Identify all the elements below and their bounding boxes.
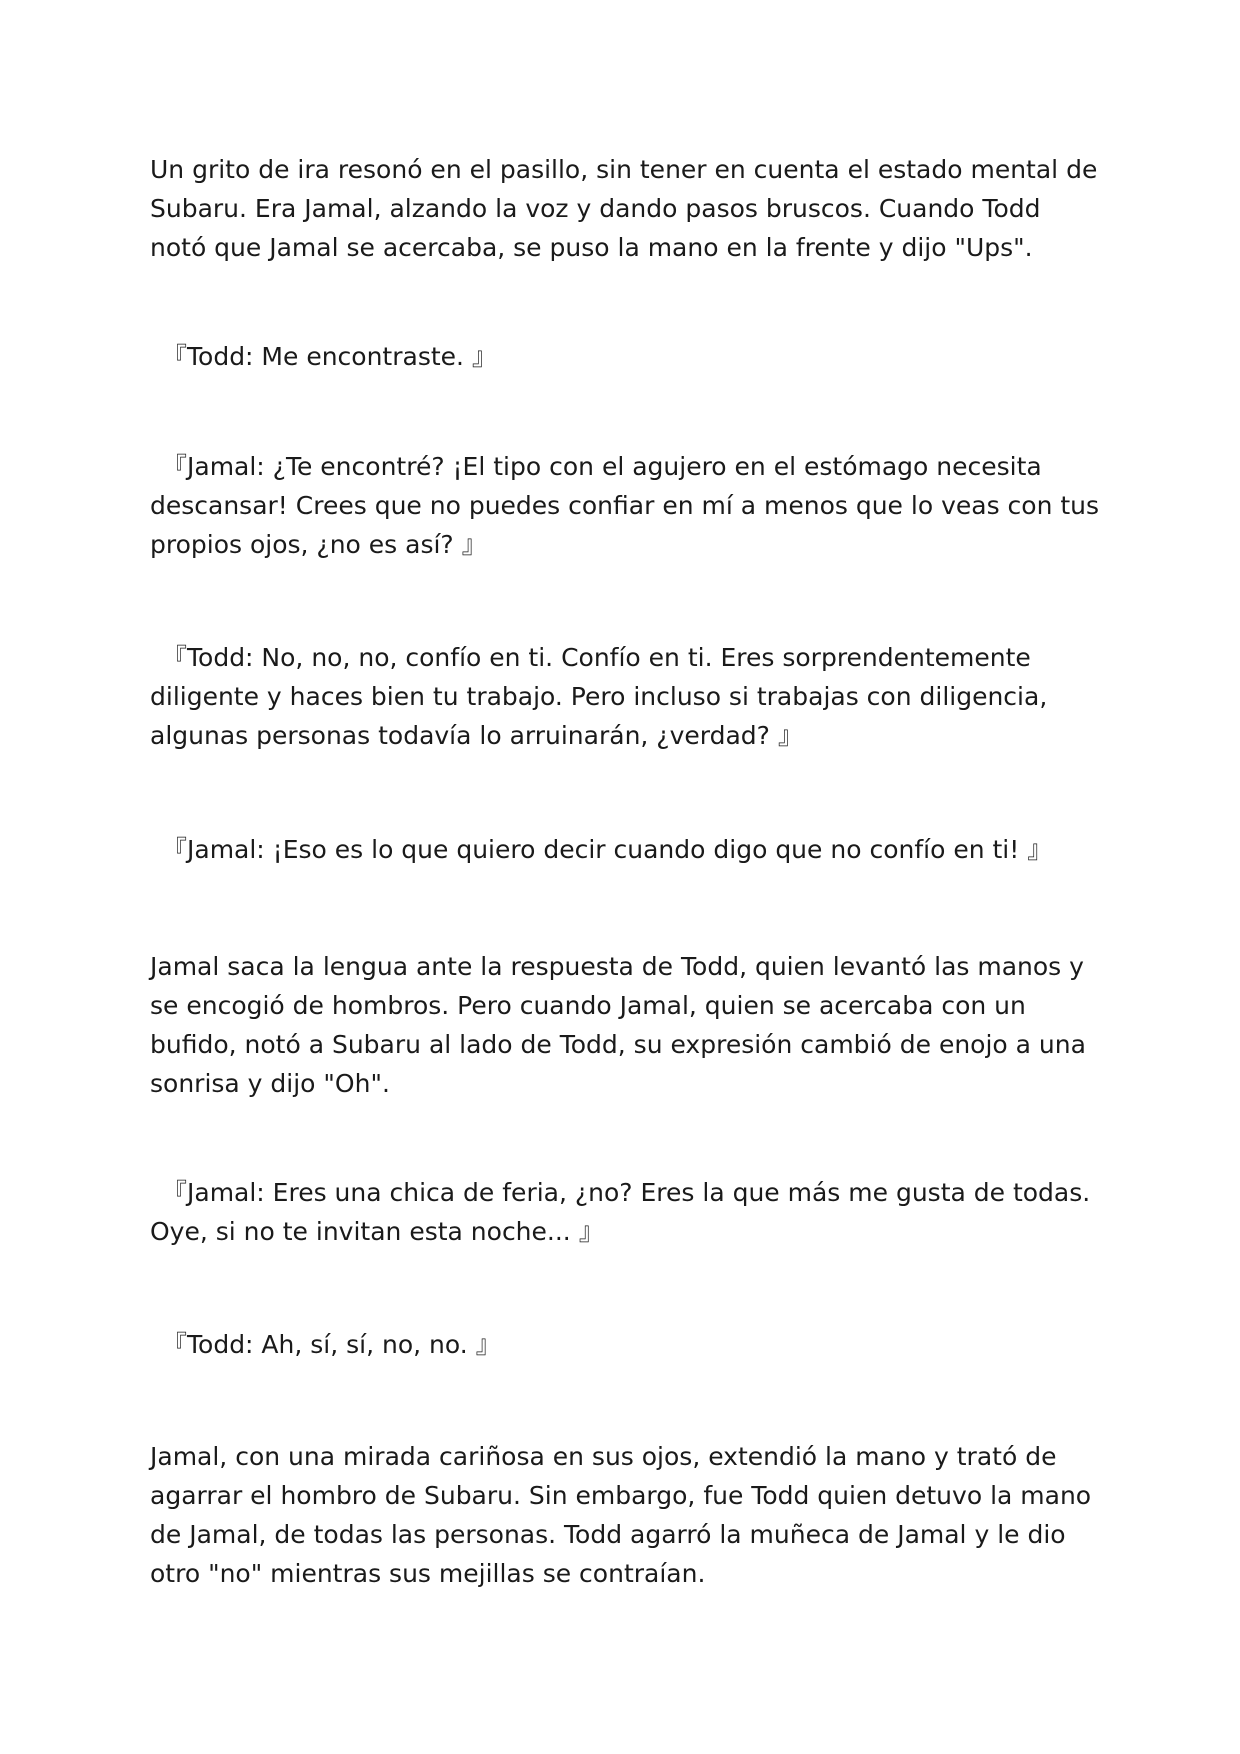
paragraph-dialogue: 『Todd: No, no, no, confío en ti. Confío en ti. Eres sorprendentemente diligente y haces bien tu trabajo. Pero incluso si trabajas con diligencia, algunas personas todavía lo arruinarán, ¿verdad? 』 <box>150 643 1056 750</box>
paragraph-dialogue: 『Jamal: ¿Te encontré? ¡El tipo con el agujero en el estómago necesita descansar! Crees que no puedes confiar en mí a menos que lo veas con tus propios ojos, ¿no es así? 』 <box>150 452 1108 559</box>
paragraph-dialogue: 『Todd: Me encontraste. 』 <box>162 342 497 371</box>
paragraph-dialogue: 『Todd: Ah, sí, sí, no, no. 』 <box>162 1330 501 1359</box>
paragraph-narration: Jamal, con una mirada cariñosa en sus ojos, extendió la mano y trató de agarrar el hombro de Subaru. Sin embargo, fue Todd quien detuvo la mano de Jamal, de todas las personas. Todd agarró la muñeca de Jamal y le dio otro "no" mientras sus mejillas se contraían. <box>150 1442 1100 1588</box>
paragraph-dialogue: 『Jamal: Eres una chica de feria, ¿no? Eres la que más me gusta de todas. Oye, si no te invitan esta noche... 』 <box>150 1178 1099 1246</box>
paragraph-narration: Un grito de ira resonó en el pasillo, sin tener en cuenta el estado mental de Subaru. Era Jamal, alzando la voz y dando pasos bruscos. Cuando Todd notó que Jamal se acercaba, se puso la mano en la frente y dijo "Ups". <box>150 155 1106 262</box>
paragraph-dialogue: 『Jamal: ¡Eso es lo que quiero decir cuando digo que no confío en ti! 』 <box>162 835 1053 864</box>
paragraph-narration: Jamal saca la lengua ante la respuesta de Todd, quien levantó las manos y se encogió de hombros. Pero cuando Jamal, quien se acercaba con un bufido, notó a Subaru al lado de Todd, su expresión cambió de enojo a una sonrisa y dijo "Oh". <box>150 952 1094 1098</box>
